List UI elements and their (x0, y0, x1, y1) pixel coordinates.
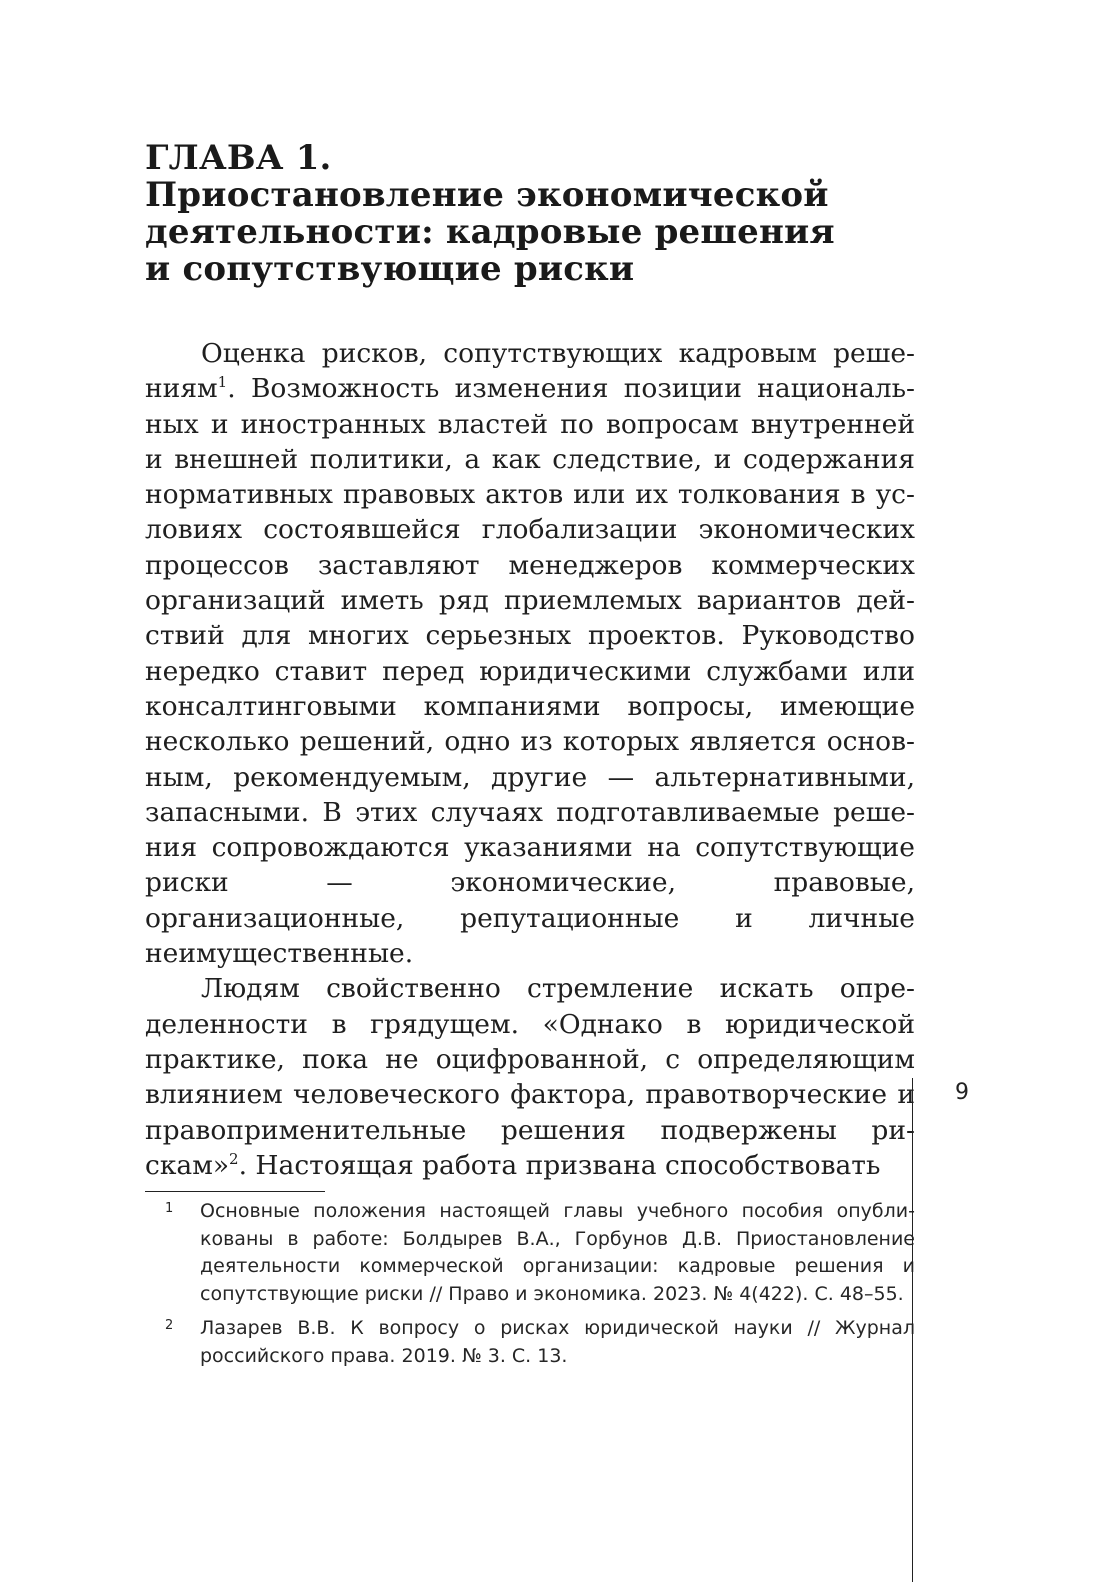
footnote-2-number: 2 (165, 1318, 174, 1333)
chapter-heading (145, 140, 925, 288)
footnotes (145, 1198, 915, 1377)
footnote-reference-1: 1 (217, 373, 228, 392)
footnote-reference-2: 2 (229, 1150, 239, 1168)
page-number-divider (912, 1078, 913, 1582)
footnote-separator (145, 1191, 325, 1192)
paragraph-2-start: Людям свойственно стремление искать определенности в грядущем. «Однако в юридической практике, пока не оцифрованной, с определяющим влиянием человеческого фактора, правотворческие и правоприменительные решения подвержены рискам» (145, 973, 915, 1181)
footnote-2-text: Лазарев В.В. К вопросу о рисках юридической науки // Журнал российского права. 2019. № 3. С. 13. (200, 1317, 915, 1367)
footnote-1-number: 1 (165, 1201, 174, 1216)
paragraph-2-rest: . Настоящая работа призвана способствовать (238, 1149, 881, 1181)
chapter-title-line-3: и сопутствующие риски (145, 249, 635, 289)
chapter-title-line-2: деятельности: кадровые решения (145, 212, 835, 252)
chapter-title-line-1: Приостановление экономической (145, 175, 829, 215)
chapter-label: ГЛАВА 1. (145, 138, 332, 178)
paragraph-2 (145, 971, 915, 1183)
paragraph-1 (145, 336, 915, 971)
footnote-2 (145, 1315, 915, 1370)
paragraph-1-rest: . Возможность изменения позиции национальных и иностранных властей по вопросам внутренней и внешней политики, а как следствие, и содержания нормативных правовых актов или их толкования в условиях состоявшейся глобализации экономических процессов заставляют менеджеров коммерческих организаций иметь ряд приемлемых вариантов действий для многих серьезных проектов. Руководство нередко ставит перед юридическими службами или консалтинговыми компаниями вопросы, имеющие несколько решений, одно из которых является основным, рекомендуемым, другие — альтернативными, запасными. В этих случаях подготавливаемые решения сопровождаются указаниями на сопутствующие риски — экономические, правовые, организационные, репутационные и личные неимущественные. (145, 373, 915, 970)
paragraph-1-start: Оценка рисков, сопутствующих кадровым решениям (145, 338, 915, 405)
page-number: 9 (955, 1080, 969, 1105)
footnote-1 (145, 1198, 915, 1308)
footnote-1-text: Основные положения настоящей главы учебного пособия опубликованы в работе: Болдырев В.А., Горбунов Д.В. Приостановление деятельности коммерческой организации: кадровые решения и сопутствующие риски // Право и экономика. 2023. № 4(422). С. 48–55. (200, 1200, 915, 1305)
body-text (145, 336, 915, 1183)
